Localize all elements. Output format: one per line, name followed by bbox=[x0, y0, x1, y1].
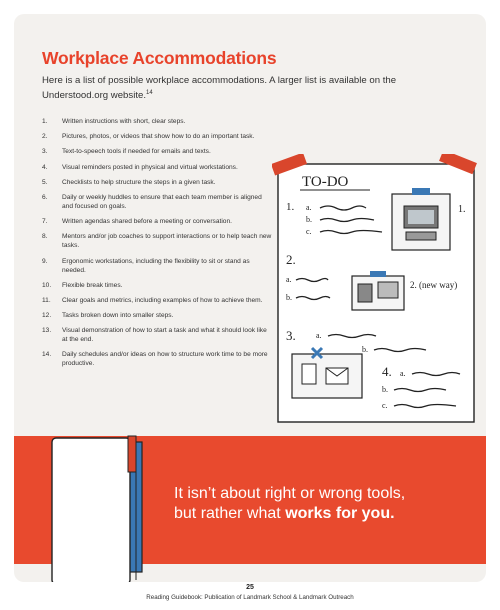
accommodation-text: Mentors and/or job coaches to support interactions or to help teach new tasks. bbox=[62, 233, 272, 250]
accommodation-text: Visual demonstration of how to start a task and what it should look like at the end. bbox=[62, 327, 267, 344]
accommodation-item bbox=[42, 350, 274, 368]
accommodation-text: Checklists to help structure the steps in a given task. bbox=[62, 178, 216, 186]
accommodation-item bbox=[42, 232, 274, 250]
todo-item-1: 1. bbox=[286, 201, 295, 213]
accommodations-list bbox=[42, 117, 274, 375]
accommodation-item bbox=[42, 132, 274, 141]
tagline-part1: It isn’t about right or wrong tools, bbox=[174, 485, 406, 502]
accommodation-number: 5. bbox=[42, 178, 48, 186]
todo-item-3b: b. bbox=[362, 345, 368, 354]
accommodation-number: 4. bbox=[42, 163, 48, 171]
book-illustration bbox=[44, 432, 164, 582]
accommodation-item bbox=[42, 296, 274, 305]
page-title: Workplace Accommodations bbox=[42, 48, 277, 68]
accommodation-item bbox=[42, 193, 274, 211]
page-number: 25 bbox=[246, 584, 254, 591]
accommodation-number: 10. bbox=[42, 281, 52, 289]
todo-item-side-1: 1. bbox=[458, 204, 466, 215]
accommodation-number: 6. bbox=[42, 193, 48, 201]
todo-item-2-new: 2. (new way) bbox=[410, 280, 458, 290]
blue-tape bbox=[412, 188, 430, 195]
accommodation-text: Clear goals and metrics, including examples of how to achieve them. bbox=[62, 296, 263, 304]
todo-item-1c: c. bbox=[306, 227, 312, 236]
todo-item-1a: a. bbox=[306, 203, 312, 212]
accommodation-number: 13. bbox=[42, 327, 52, 335]
accommodation-text: Written agendas shared before a meeting or conversation. bbox=[62, 218, 232, 226]
todo-item-3: 3. bbox=[286, 328, 296, 343]
tagline-part2: but rather what bbox=[174, 505, 281, 522]
accommodation-item bbox=[42, 163, 274, 172]
todo-item-4: 4. bbox=[382, 364, 392, 379]
todo-item-3a: a. bbox=[316, 331, 322, 340]
accommodation-number: 14. bbox=[42, 351, 52, 359]
intro-text: Here is a list of possible workplace accommodations. A larger list is available on the Understood.org website. bbox=[42, 75, 397, 102]
accommodation-text: Written instructions with short, clear steps. bbox=[62, 118, 186, 125]
accommodation-item bbox=[42, 326, 274, 344]
todo-item-1b: b. bbox=[306, 215, 312, 224]
tagline bbox=[174, 484, 474, 524]
accommodation-number: 11. bbox=[42, 296, 51, 304]
accommodation-number: 12. bbox=[42, 312, 52, 320]
footer-text: Reading Guidebook: Publication of Landmark School & Landmark Outreach bbox=[146, 594, 354, 601]
accommodation-text: Visual reminders posted in physical and virtual workstations. bbox=[62, 163, 238, 171]
todo-item-2a: a. bbox=[286, 275, 292, 284]
accommodation-number: 8. bbox=[42, 233, 48, 241]
todo-item-4b: b. bbox=[382, 385, 388, 394]
accommodation-item bbox=[42, 117, 274, 126]
todo-item-2: 2. bbox=[286, 252, 296, 267]
accommodation-text: Flexible break times. bbox=[62, 281, 123, 289]
accommodation-number: 3. bbox=[42, 148, 48, 156]
accommodation-text: Pictures, photos, or videos that show how to do an important task. bbox=[62, 133, 255, 141]
intro-paragraph bbox=[42, 74, 462, 102]
accommodation-number: 7. bbox=[42, 218, 48, 226]
accommodation-text: Daily or weekly huddles to ensure that each team member is aligned and focused on goals. bbox=[62, 193, 262, 210]
accommodation-text: Ergonomic workstations, including the flexibility to sit or stand as needed. bbox=[62, 257, 250, 274]
accommodation-item bbox=[42, 147, 274, 156]
intro-footnote: 14 bbox=[146, 90, 153, 96]
accommodation-item bbox=[42, 311, 274, 320]
todo-item-2b: b. bbox=[286, 293, 292, 302]
todo-heading: TO-DO bbox=[302, 174, 349, 190]
accommodation-text: Daily schedules and/or ideas on how to structure work time to be more productive. bbox=[62, 351, 268, 368]
accommodation-number: 2. bbox=[42, 133, 48, 141]
accommodation-text: Tasks broken down into smaller steps. bbox=[62, 312, 174, 320]
todo-item-4c: c. bbox=[382, 401, 388, 410]
accommodation-number: 9. bbox=[42, 257, 48, 265]
tagline-emphasis: works for you. bbox=[285, 505, 395, 522]
todo-item-4a: a. bbox=[400, 369, 406, 378]
accommodation-item bbox=[42, 257, 274, 275]
todo-list-illustration bbox=[272, 154, 482, 429]
accommodation-item bbox=[42, 178, 274, 187]
accommodation-number: 1. bbox=[42, 118, 48, 125]
accommodation-text: Text-to-speech tools if needed for emails and texts. bbox=[62, 148, 211, 156]
accommodation-item bbox=[42, 281, 274, 290]
page-card bbox=[14, 14, 486, 582]
accommodation-item bbox=[42, 217, 274, 226]
